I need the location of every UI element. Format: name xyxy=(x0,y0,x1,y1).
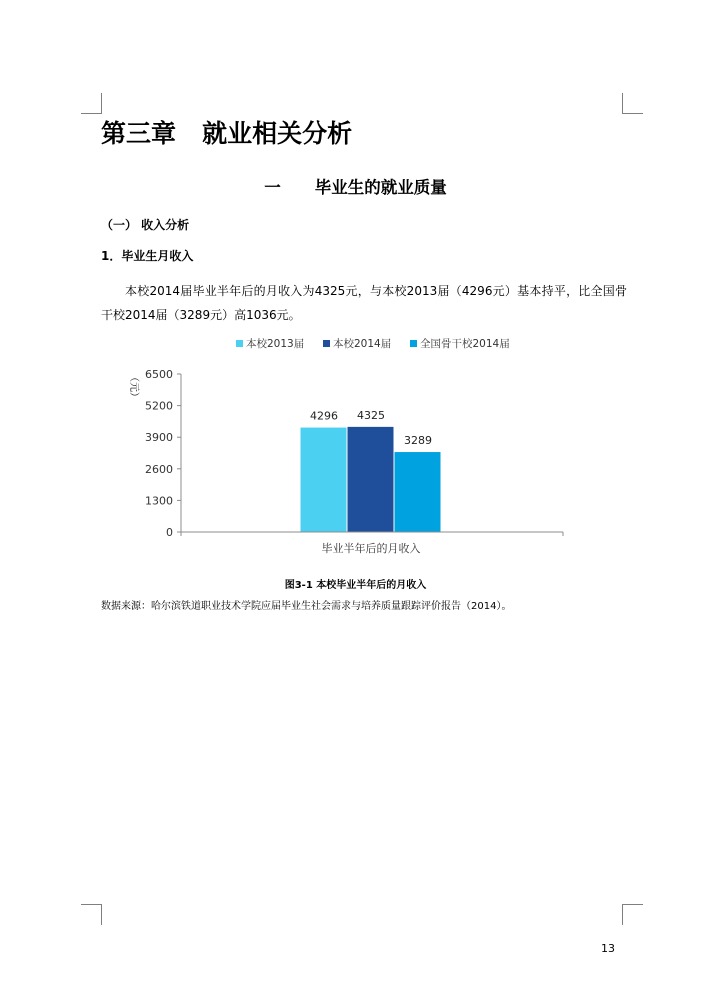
y-tick-label-1: 1300 xyxy=(145,494,173,508)
legend-swatch-1 xyxy=(323,340,330,347)
bar-value-label-0: 4296 xyxy=(310,409,338,423)
y-tick-label-0: 0 xyxy=(166,526,173,539)
bar-0 xyxy=(301,428,347,532)
y-tick-label-5: 6500 xyxy=(145,368,173,381)
subsection-heading: （一） 收入分析 xyxy=(101,218,190,232)
data-source-note: 数据来源：哈尔滨铁道职业技术学院应届毕业生社会需求与培养质量跟踪评价报告（2014）。 xyxy=(101,601,512,612)
crop-mark-top-right xyxy=(622,93,643,114)
legend-label-2: 全国骨干校2014届 xyxy=(420,338,510,350)
y-tick-label-3: 3900 xyxy=(145,431,173,445)
y-axis xyxy=(145,368,181,539)
crop-mark-bottom-right xyxy=(622,904,643,925)
body-paragraph: 本校2014届毕业半年后的月收入为4325元，与本校2013届（4296元）基本持平，比全国骨干校2014届（3289元）高1036元。 xyxy=(101,284,627,322)
section-heading xyxy=(0,174,711,198)
x-axis xyxy=(181,532,563,555)
section-number: 一 xyxy=(264,178,281,197)
y-axis-label: （元） xyxy=(128,372,139,402)
bar-2 xyxy=(395,452,441,532)
bars xyxy=(301,409,441,532)
chapter-title: 第三章 就业相关分析 xyxy=(101,119,353,148)
legend-label-1: 本校2014届 xyxy=(333,338,392,350)
income-bar-chart xyxy=(101,332,571,562)
y-tick-label-4: 5200 xyxy=(145,399,173,413)
chart-legend xyxy=(236,337,510,350)
crop-mark-top-left xyxy=(81,93,102,114)
crop-mark-bottom-left xyxy=(81,904,102,925)
x-category-label-0: 毕业半年后的月收入 xyxy=(321,542,421,555)
bar-value-label-1: 4325 xyxy=(357,408,385,422)
bar-1 xyxy=(348,427,394,532)
section-title: 毕业生的就业质量 xyxy=(314,178,447,197)
page-number: 13 xyxy=(601,942,615,955)
subsubsection-heading: 1．毕业生月收入 xyxy=(101,249,194,263)
legend-swatch-2 xyxy=(410,340,417,347)
figure-caption: 图3-1 本校毕业半年后的月收入 xyxy=(284,580,427,591)
y-tick-label-2: 2600 xyxy=(145,462,173,476)
legend-label-0: 本校2013届 xyxy=(246,338,305,350)
bar-value-label-2: 3289 xyxy=(404,434,432,448)
legend-swatch-0 xyxy=(236,340,243,347)
